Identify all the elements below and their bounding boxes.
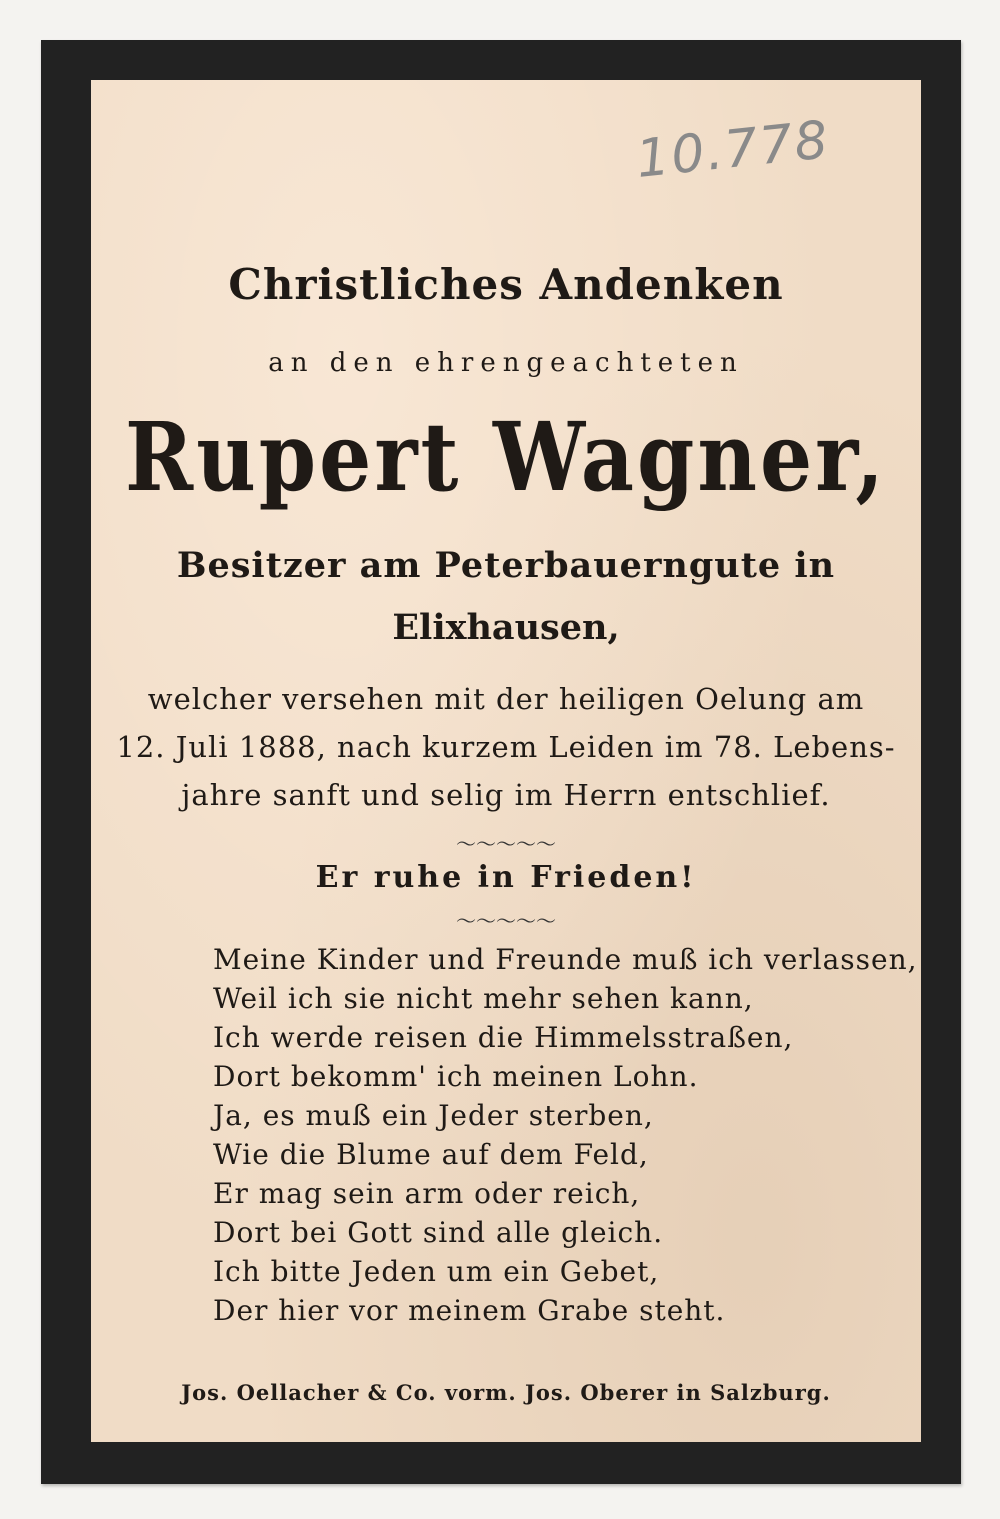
printer-credit: Jos. Oellacher & Co. vorm. Jos. Oberer in Salzburg. [181,1380,831,1405]
poem-line: Meine Kinder und Freunde muß ich verlassen, [213,943,918,976]
deceased-place: Elixhausen, [392,607,620,648]
mourning-card [41,40,961,1484]
ornament-divider: 〜〜〜〜〜 [456,909,556,933]
motto: Er ruhe in Frieden! [315,860,697,895]
body-line: jahre sanft und selig im Herrn entschlief. [181,778,831,812]
ornament-divider: 〜〜〜〜〜 [456,832,556,856]
poem-line: Dort bei Gott sind alle gleich. [213,1216,664,1249]
deceased-name: Rupert Wagner, [125,402,887,514]
poem-line: Wie die Blume auf dem Feld, [213,1138,649,1171]
poem [213,940,918,1330]
card-title: Christliches Andenken [228,260,784,309]
card-subtitle: an den ehrengeachteten [268,348,744,378]
poem-line: Ich bitte Jeden um ein Gebet, [213,1255,660,1288]
poem-line: Ja, es muß ein Jeder sterben, [213,1099,654,1132]
poem-line: Der hier vor meinem Grabe steht. [213,1294,726,1327]
body-line: 12. Juli 1888, nach kurzem Leiden im 78. Lebens- [116,730,896,764]
card-paper [91,80,921,1442]
body-line: welcher versehen mit der heiligen Oelung am [147,682,865,716]
poem-line: Weil ich sie nicht mehr sehen kann, [213,982,754,1015]
deceased-occupation: Besitzer am Peterbauerngute in [176,545,836,586]
poem-line: Er mag sein arm oder reich, [213,1177,641,1210]
poem-line: Dort bekomm' ich meinen Lohn. [213,1060,699,1093]
archive-number: 10.778 [633,110,833,190]
poem-line: Ich werde reisen die Himmelsstraßen, [213,1021,794,1054]
